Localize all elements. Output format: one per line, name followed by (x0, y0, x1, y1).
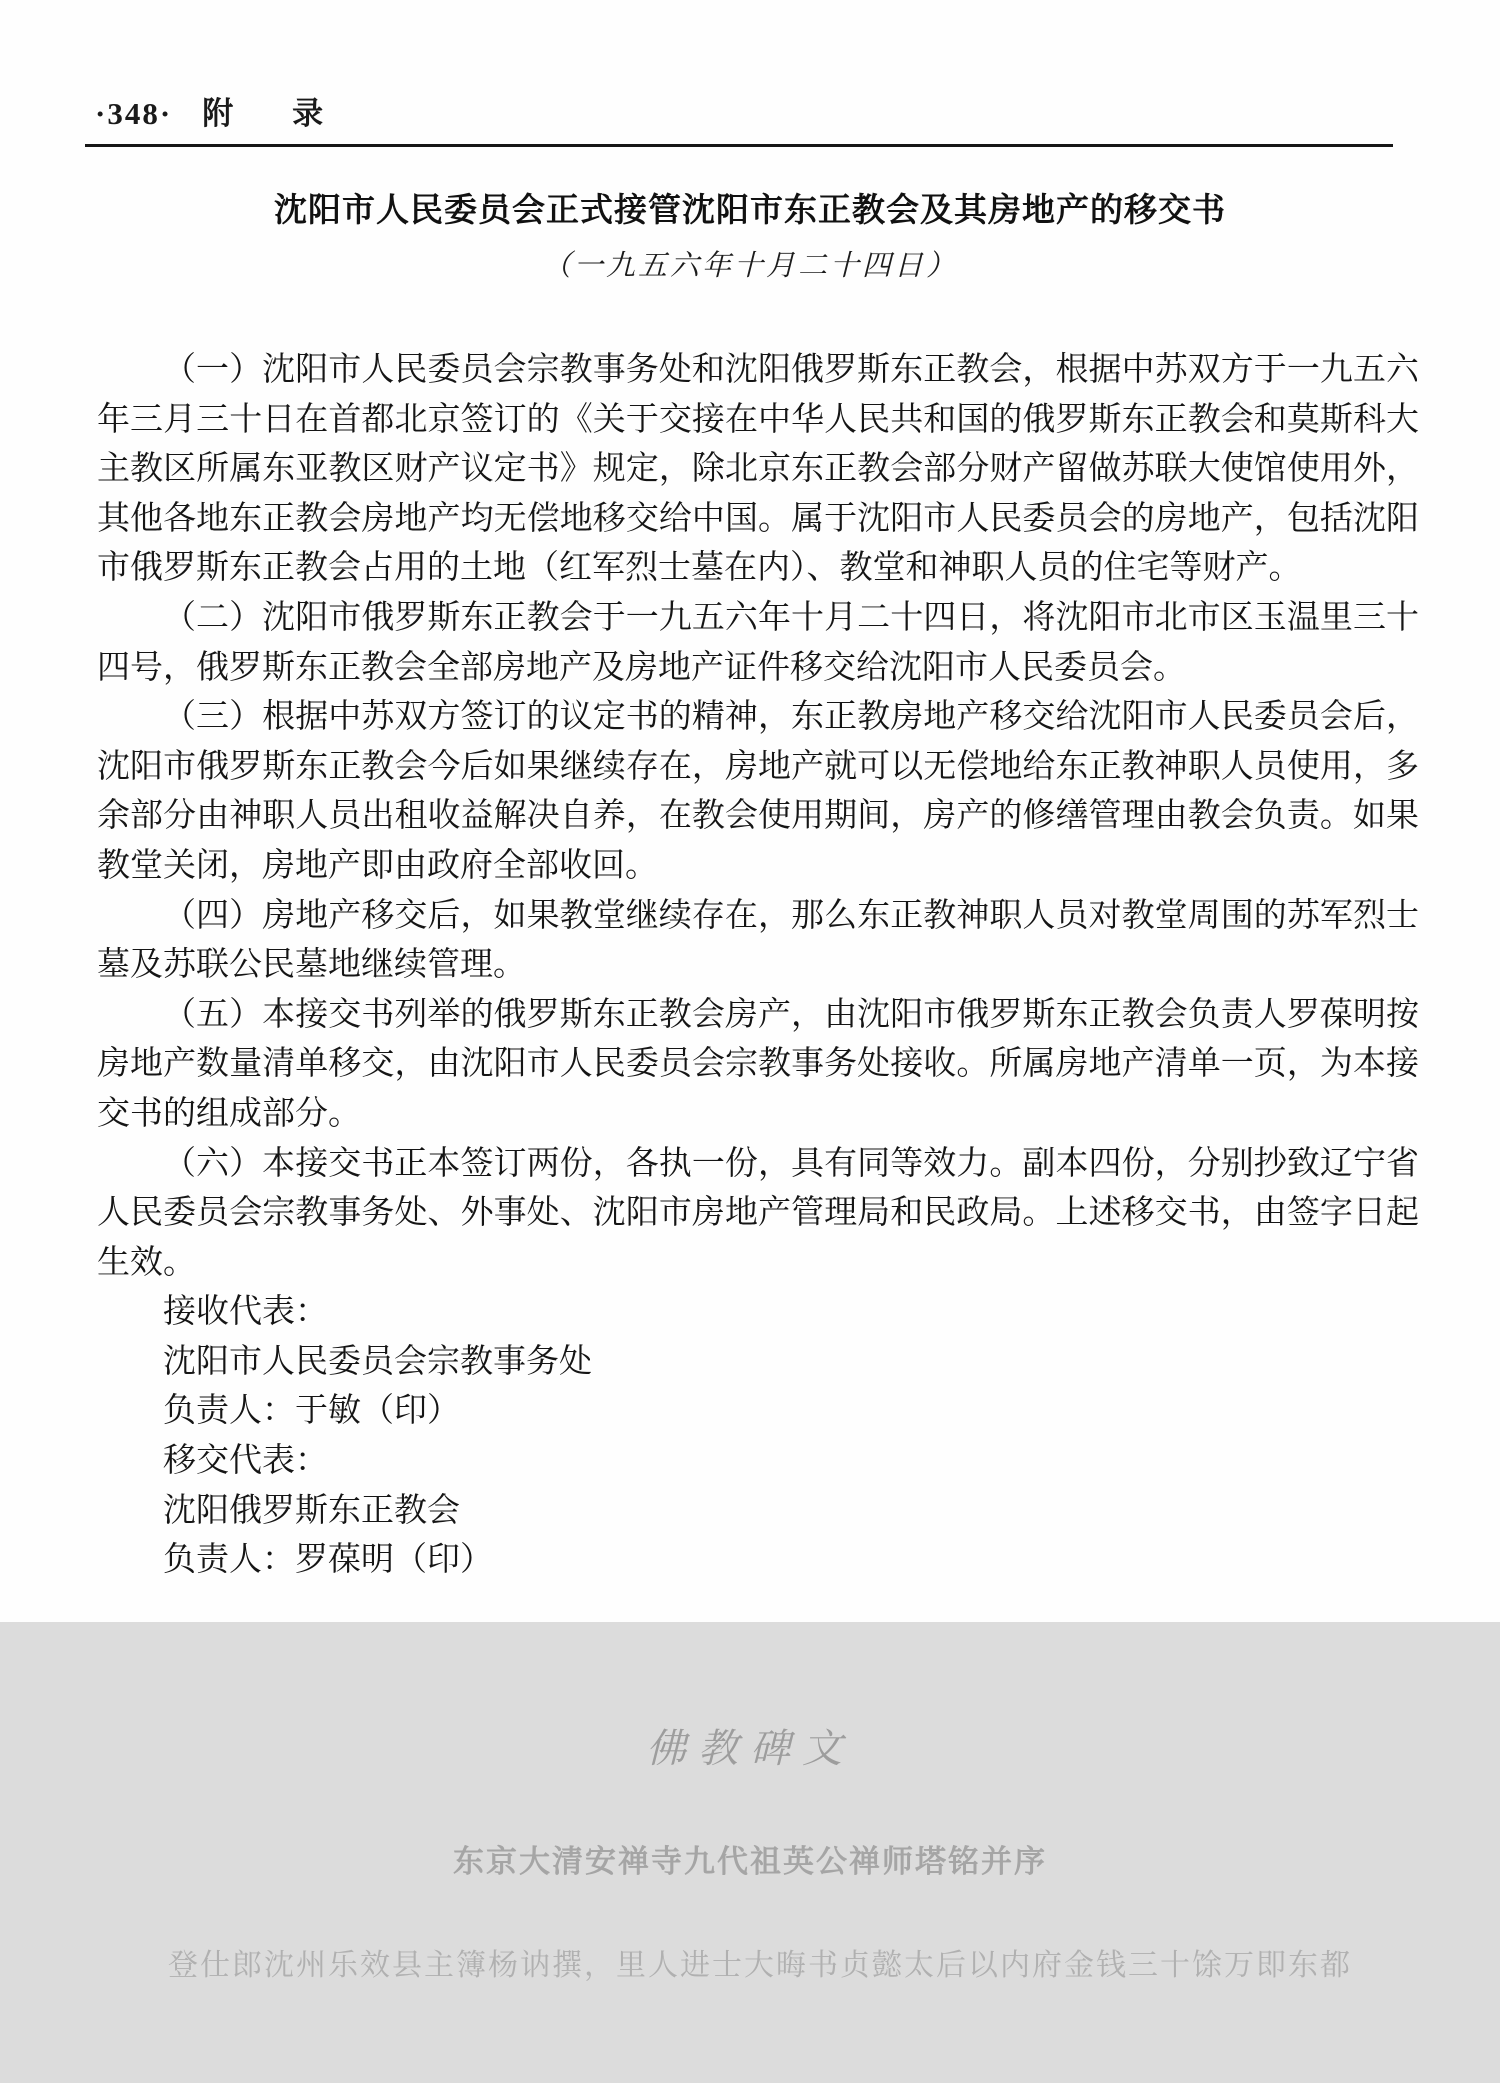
signature-line-receiver-person: 负责人：于敏（印） (163, 1393, 460, 1430)
running-head (95, 88, 337, 133)
page-number: ·348· (95, 96, 173, 131)
document-dateline: （一九五六年十月二十四日） (541, 250, 958, 282)
next-section-title: 佛教碑文 (646, 1726, 854, 1771)
next-page-preview-band (0, 1622, 1500, 2083)
paragraph-2: （二）沈阳市俄罗斯东正教会于一九五六年十月二十四日，将沈阳市北市区玉温里三十四号，俄罗斯东正教会全部房地产及房地产证件移交给沈阳市人民委员会。 (97, 599, 1419, 686)
signature-line-transferor-org: 沈阳俄罗斯东正教会 (163, 1492, 460, 1529)
signature-line-receiver-label: 接收代表： (163, 1294, 328, 1331)
signature-line-transferor-person: 负责人：罗葆明（印） (163, 1542, 493, 1579)
next-article-title: 东京大清安禅寺九代祖英公禅师塔铭并序 (453, 1844, 1047, 1879)
signature-line-receiver-org: 沈阳市人民委员会宗教事务处 (163, 1343, 592, 1380)
section-label: 附 录 (202, 96, 338, 131)
next-page-first-line: 登仕郎沈州乐效县主簿杨讷撰，里人进士大晦书贞懿太后以内府金钱三十馀万即东都 (168, 1949, 1352, 1982)
paragraph-3: （三）根据中苏双方签订的议定书的精神，东正教房地产移交给沈阳市人民委员会后，沈阳市俄罗斯东正教会今后如果继续存在，房地产就可以无偿地给东正教神职人员使用，多余部分由神职人员出租收益解决自养，在教会使用期间，房产的修缮管理由教会负责。如果教堂关闭，房地产即由政府全部收回。 (97, 699, 1419, 884)
document-body (97, 346, 1419, 1586)
paragraph-5: （五）本接交书列举的俄罗斯东正教会房产，由沈阳市俄罗斯东正教会负责人罗葆明按房地产数量清单移交，由沈阳市人民委员会宗教事务处接收。所属房地产清单一页，为本接交书的组成部分。 (97, 996, 1419, 1132)
header-rule (85, 144, 1393, 147)
signature-line-transferor-label: 移交代表： (163, 1443, 328, 1480)
paragraph-6: （六）本接交书正本签订两份，各执一份，具有同等效力。副本四份，分别抄致辽宁省人民委员会宗教事务处、外事处、沈阳市房地产管理局和民政局。上述移交书，由签字日起生效。 (97, 1145, 1419, 1281)
paragraph-1: （一）沈阳市人民委员会宗教事务处和沈阳俄罗斯东正教会，根据中苏双方于一九五六年三月三十日在首都北京签订的《关于交接在中华人民共和国的俄罗斯东正教会和莫斯科大主教区所属东亚教区财产议定书》规定，除北京东正教会部分财产留做苏联大使馆使用外，其他各地东正教会房地产均无偿地移交给中国。属于沈阳市人民委员会的房地产，包括沈阳市俄罗斯东正教会占用的土地（红军烈士墓在内）、教堂和神职人员的住宅等财产。 (97, 352, 1419, 587)
document-title: 沈阳市人民委员会正式接管沈阳市东正教会及其房地产的移交书 (274, 191, 1226, 228)
paragraph-4: （四）房地产移交后，如果教堂继续存在，那么东正教神职人员对教堂周围的苏军烈士墓及苏联公民墓地继续管理。 (97, 897, 1419, 984)
